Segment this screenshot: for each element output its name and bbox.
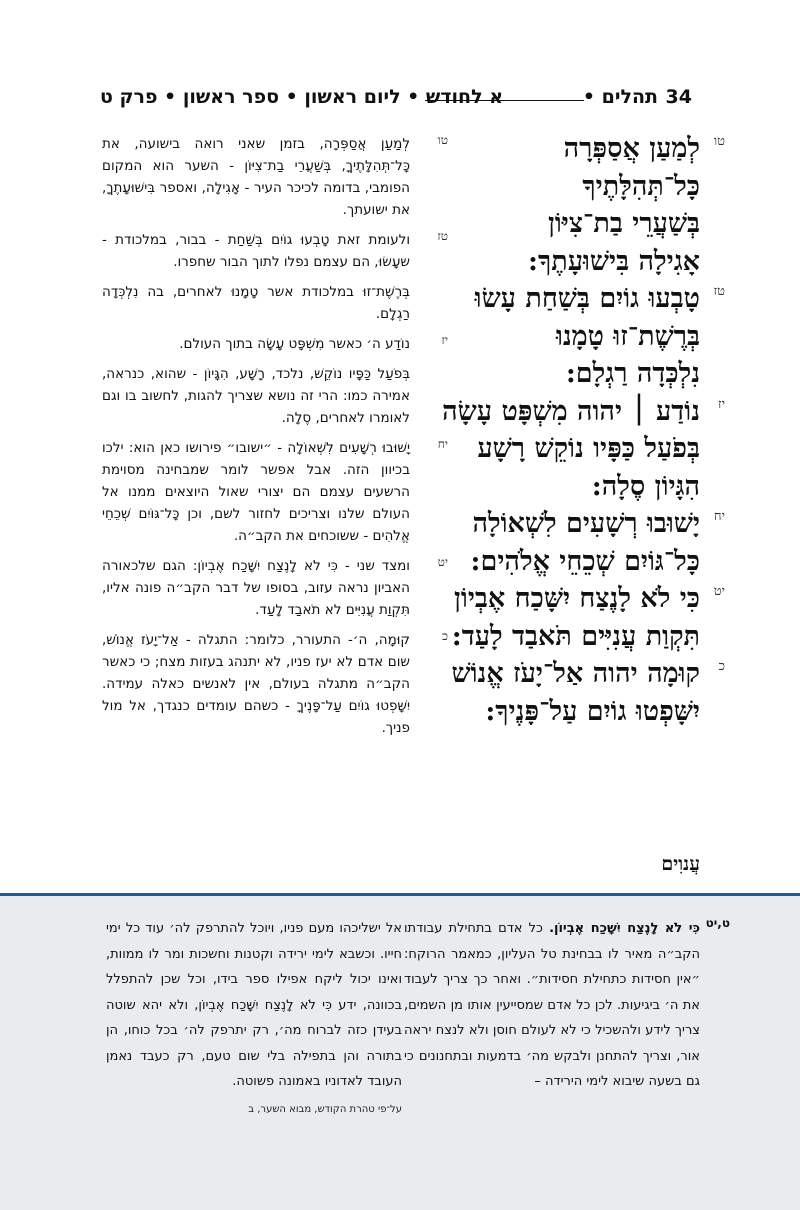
verse-line: תִּקְוַת עֲנִיִּים תֹּאבַד לָעַד: bbox=[451, 620, 700, 652]
hasidic-insight-panel bbox=[0, 893, 800, 1210]
verse-line: יח יָשׁוּבוּ רְשָׁעִים לִשְׁאוֹלָה bbox=[472, 508, 725, 539]
verse-line: טו לְמַעַן אֲסַפְּרָה bbox=[563, 133, 725, 164]
commentary-verse-number: טו bbox=[437, 133, 448, 147]
insight-right-text: כל אדם בתחילת עבודתו הקב״ה מאיר לו בבחינת טל העליון, כמאמר הרוקח: ״אין חסידות כתחילת חסידות״. ואחר כך צריך לעבוד את ה׳ ביגיעות. לכן כל אדם שמסייעין אותו מן השמים, צריך לידע ולהשכיל כי לא לעולם חוסן ולא לנצח יראה אור, וצריך להתחנן ולבקש מה׳ בדמעות ובתחנונים כי גם בשעה שיבוא לימי הירידה – bbox=[404, 921, 700, 1089]
insight-verse-ref: ט,יט bbox=[705, 916, 730, 930]
verse-line: בְּפֹעַל כַּפָּיו נוֹקֵשׁ רָשָׁע bbox=[477, 433, 700, 464]
book-title: • תהלים bbox=[582, 86, 658, 108]
insight-left-column bbox=[106, 916, 402, 1119]
commentary-verse-number: יח bbox=[437, 437, 448, 451]
verse-number: יז bbox=[717, 396, 725, 412]
commentary-block: יט ומצד שני - כִּי לֹא לָנֶצַח יִשָּׁכַח אֶבְיוֹן: הגם שלכאורה האביון נראה עזוב, בסופו של דבר הקב״ה פונה אליו, תִּקְוַת עֲנִיִּים לא תֹאבַד לָעַד. bbox=[102, 555, 448, 618]
commentary-block: טו לְמַעַן אֲסַפְּרָה, בזמן שאני רואה בישועה, את כָּל־תְּהִלָּתֶיךָ, בְּשַׁעֲרֵי בַת־צִיּוֹן - השער הוא המקום הפומבי, בדומה לכיכר העיר - אָגִילָה, ואספר בִּישׁוּעָתֶךָ, את ישועתך. bbox=[102, 133, 448, 218]
insight-right-column bbox=[404, 916, 730, 1095]
verse-line: נִלְכְּדָה רַגְלָם: bbox=[565, 358, 700, 389]
verse-line: יט כִּי לֹא לָנֶצַח יִשָּׁכַח אֶבְיוֹן bbox=[454, 583, 725, 614]
verse-line: כ קוּמָה יהוה אַל־יָעֹז אֱנוֹשׁ bbox=[451, 658, 725, 689]
verse-line: טז טָבְעוּ גוֹיִם בְּשַׁחַת עָשׂוּ bbox=[474, 283, 725, 314]
verse-line: בְּשַׁעֲרֵי בַת־צִיּוֹן bbox=[548, 208, 700, 239]
commentary-verse-number: יט bbox=[437, 555, 448, 569]
verse-line: הִגָּיוֹן סֶלָה: bbox=[591, 470, 700, 502]
verse-number: טז bbox=[713, 284, 725, 299]
verse-line: יז נוֹדַע ׀ יהוה מִשְׁפָּט עָשָׂה bbox=[442, 395, 725, 427]
commentary-block: יז נוֹדַע ה׳ כאשר מִשְׁפָּט עָשָׂה בתוך העולם. bbox=[179, 333, 448, 352]
verse-number: טו bbox=[713, 134, 725, 149]
verse-number: יח bbox=[713, 509, 725, 524]
page-number: 34 bbox=[665, 86, 692, 108]
verse-line: כָּל־גּוֹיִם שְׁכֵחֵי אֱלֹהִים: bbox=[470, 545, 700, 577]
insight-source: על־פי טהרת הקודש, מבוא השער, ב bbox=[248, 1103, 402, 1115]
verse-line: כָּל־תְּהִלָּתֶיךָ bbox=[582, 170, 700, 202]
verse-line: אָגִילָה בִּישׁוּעָתֶךָ: bbox=[528, 245, 700, 277]
insight-lead: כִּי לֹא לָנֶצַח יִשָּׁכַח אֶבְיוֹן. bbox=[549, 921, 700, 936]
commentary-block: כ קוּמָה, ה׳- התעורר, כלומר: התגלה - אַל־יָעֹז אֱנוֹשׁ, שום אדם לא יעז פניו, לא יתנהג בעזות מצח; כי כאשר הקב״ה מתגלה בעולם, אין לאנשים כאלה עמידה. יִשָּׁפְטוּ גוֹיִם עַל־פָּנֶיךָ - כשהם עומדים כנגדך, אל מול פניך. bbox=[102, 629, 448, 736]
commentary-verse-number: יז bbox=[441, 333, 448, 347]
commentary-block: בְּרֶשֶׁת־זוּ במלכודת אשר טָמָנוּ לאחרים, בה נִלְכְּדָה רַגְלָם. bbox=[102, 284, 410, 322]
commentary-column bbox=[102, 133, 448, 747]
page-header bbox=[100, 86, 692, 116]
commentary-block: בְּפֹעַל כַּפָּיו נוֹקֵשׁ, נלכד, רָשָׁע, הִגָּיוֹן - שהוא, כנראה, אמירה כמו: הרי זה נושא שצריך להגות, לחשוב בו וגם לאומרו לאחרים, סֶלָה. bbox=[102, 366, 410, 426]
verse-line: בְּרֶשֶׁת־זוּ טָמָנוּ bbox=[555, 320, 700, 352]
section-title: א לחודש • ליום ראשון • ספר ראשון • פרק ט bbox=[100, 86, 504, 108]
section-heading: עֲנוִים bbox=[661, 853, 700, 875]
verse-number: יט bbox=[713, 584, 725, 599]
commentary-verse-number: טז bbox=[437, 229, 448, 243]
commentary-block: יח יָשׁוּבוּ רְשָׁעִים לִשְׁאוֹלָה - ״ישובו״ פירושו כאן הוא: ילכו בכיוון הזה. אבל אפשר לומר שמבחינה מסוימת הרשעים עצמם הם יצורי שאול היוצאים ממנו אל העולם שלנו וצריכים לחזור לשם, וכן כָּל־גּוֹיִם שְׁכֵחֵי אֱלֹהִים - ששוכחים את הקב״ה. bbox=[102, 437, 448, 544]
verse-line: יִשָּׁפְטוּ גוֹיִם עַל־פָּנֶיךָ: bbox=[485, 695, 700, 727]
insight-left-text: אל ישליכהו מעם פניו, ויוכל להתרפק לה׳ עוד כל ימי חייו. וכשבא לימי ירידה וקטנות וחשכות ומר לו ממוות, ואינו יכול ליקח אפילו ספר בידו, וכל שכן להתפלל בכוונה, ידע כִּי לֹא לָנֶצַח יִשָּׁכַח אֶבְיוֹן, ולא יהא שוטה בעידן כזה לברוח מה׳, רק יתרפק לה׳ בכל כוחו, הן בתורה והן בתפילה בלי שום טעם, רק כעבד נאמן העובד לאדוניו באמונה פשוטה. bbox=[106, 921, 402, 1089]
commentary-verse-number: כ bbox=[442, 629, 448, 643]
commentary-block: טז ולעומת זאת טָבְעוּ גוֹיִם בְּשַׁחַת - בבור, במלכודת - שעָשׂוּ, הם עצמם נפלו לתוך הבור שחפרו. bbox=[102, 229, 448, 270]
psalm-verses bbox=[370, 133, 725, 733]
verse-number: כ bbox=[718, 659, 725, 674]
